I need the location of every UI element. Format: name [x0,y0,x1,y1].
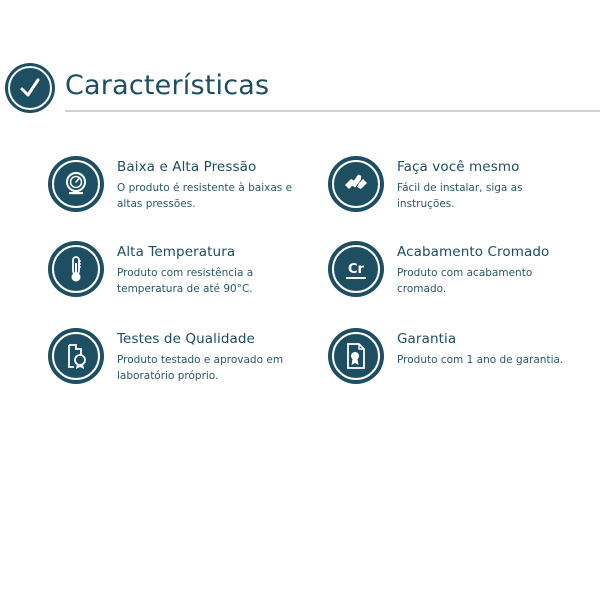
thermometer-icon [62,255,90,283]
pressure-gauge-icon [62,170,90,198]
hands-tool-icon [342,170,370,198]
feature-icon-badge [328,328,384,384]
feature-title: Baixa e Alta Pressão [117,159,257,175]
feature-title: Garantia [397,331,457,347]
feature-description: Produto testado e aprovado em laboratório próprio. [117,354,284,382]
warranty-certificate-icon [342,342,370,370]
feature-description: O produto é resistente à baixas e altas pressões. [117,182,293,210]
header-badge [5,63,55,113]
feature-icon-badge [328,156,384,212]
feature-title: Alta Temperatura [117,244,236,260]
feature-description: Produto com 1 ano de garantia. [397,354,564,366]
feature-icon-badge [48,328,104,384]
feature-title: Acabamento Cromado [397,244,550,260]
svg-text:Cr: Cr [348,262,364,277]
feature-icon-badge [48,241,104,297]
feature-description: Produto com acabamento cromado. [397,267,533,295]
feature-icon-badge [328,241,384,297]
header-divider [65,110,600,112]
quality-seal-icon [62,342,90,370]
checkmark-icon [17,75,43,101]
feature-description: Fácil de instalar, siga as instruções. [397,182,523,210]
feature-description: Produto com resistência a temperatura de até 90°C. [117,267,254,295]
chrome-cr-icon [342,255,370,283]
page-title: Características [65,70,270,101]
feature-title: Faça você mesmo [397,159,520,175]
feature-title: Testes de Qualidade [117,331,255,347]
feature-icon-badge [48,156,104,212]
